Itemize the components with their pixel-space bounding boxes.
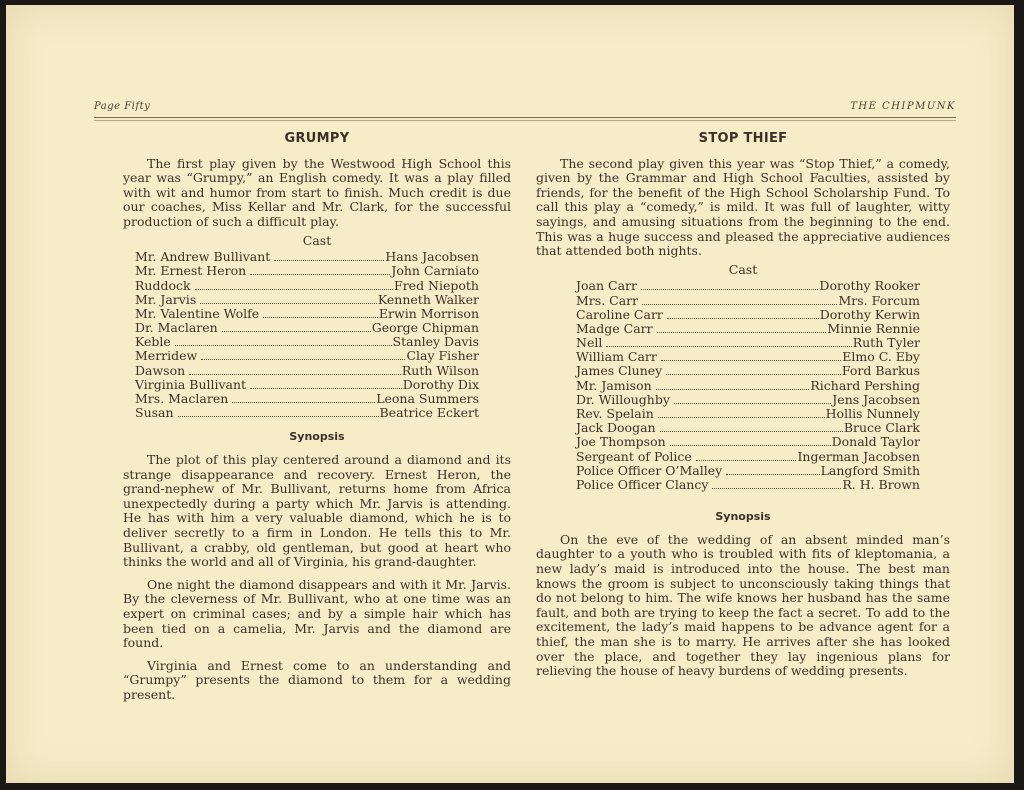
grumpy-title: GRUMPY	[284, 131, 350, 146]
cast-entry	[576, 322, 920, 336]
cast-role: Rev. Spelain	[576, 406, 654, 422]
cast-entry	[135, 378, 479, 392]
grumpy-intro: The first play given by the Westwood High School this year was “Grumpy,” an English comedy. It was a play filled with wit and humor from start to finish. Much credit is due our coaches, Miss Kellar and Mr. Clark, for the successful production of such a difficult play.	[123, 155, 511, 229]
dot-leader	[660, 431, 843, 432]
cast-actor: Hans Jacobsen	[385, 249, 479, 265]
cast-actor: Ford Barkus	[841, 363, 920, 379]
cast-entry	[135, 307, 479, 321]
cast-actor: Ruth Tyler	[852, 335, 920, 351]
cast-role: Ruddock	[135, 277, 191, 293]
cast-actor: Dorothy Kerwin	[819, 306, 920, 322]
cast-role: Police Officer O’Malley	[576, 462, 723, 478]
cast-entry	[576, 379, 920, 393]
cast-actor: Donald Taylor	[831, 434, 920, 450]
dot-leader	[670, 445, 831, 446]
dot-leader	[274, 260, 384, 261]
cast-entry	[576, 294, 920, 308]
dot-leader	[232, 402, 375, 403]
dot-leader	[656, 389, 810, 390]
cast-entry	[576, 464, 920, 478]
cast-actor: Clay Fisher	[406, 348, 479, 364]
cast-role: Nell	[576, 335, 603, 351]
cast-entry	[576, 435, 920, 449]
dot-leader	[250, 388, 402, 389]
cast-actor: Jens Jacobsen	[832, 391, 920, 407]
dot-leader	[641, 289, 818, 290]
cast-entry	[576, 393, 920, 407]
stop-thief-column	[536, 132, 950, 679]
cast-role: Joan Carr	[576, 278, 637, 294]
cast-actor: George Chipman	[371, 320, 479, 336]
cast-actor: Hollis Nunnely	[825, 406, 920, 422]
cast-entry	[135, 364, 479, 378]
dot-leader	[222, 331, 371, 332]
cast-role: Mrs. Carr	[576, 292, 639, 308]
grumpy-synopsis-paragraph: One night the diamond disappears and with it Mr. Jarvis. By the cleverness of Mr. Bullivant, who at one time was an expert on criminal cases; and by a simple hair which has been tied on a camelia, Mr. Jarvis and the diamond are found.	[123, 576, 511, 651]
dot-leader	[642, 304, 837, 305]
cast-entry	[135, 293, 479, 307]
cast-entry	[576, 350, 920, 364]
cast-role: Virginia Bullivant	[135, 376, 247, 392]
cast-actor: Kenneth Walker	[377, 291, 479, 307]
grumpy-synopsis-heading: Synopsis	[289, 430, 345, 444]
cast-entry	[135, 392, 479, 406]
cast-role: Dawson	[135, 362, 186, 378]
cast-role: Mr. Ernest Heron	[135, 263, 247, 279]
dot-leader	[201, 359, 405, 360]
dot-leader	[696, 460, 797, 461]
cast-role: Caroline Carr	[576, 306, 663, 322]
dot-leader	[674, 403, 831, 404]
cast-entry	[576, 279, 920, 293]
stop-thief-cast-heading: Cast	[728, 261, 758, 277]
cast-actor: Bruce Clark	[843, 420, 920, 436]
dot-leader	[726, 474, 819, 475]
cast-actor: Richard Pershing	[810, 377, 920, 393]
cast-actor: Minnie Rennie	[827, 320, 920, 336]
grumpy-synopsis-paragraph: Virginia and Ernest come to an understanding and “Grumpy” presents the diamond to them for a wedding present.	[123, 657, 511, 702]
cast-role: Mr. Andrew Bullivant	[135, 249, 271, 265]
cast-entry	[135, 349, 479, 363]
header-rule	[94, 117, 956, 118]
stop-thief-synopsis-paragraph: On the eve of the wedding of an absent minded man’s daughter to a youth who is troubled with fits of kleptomania, a new lady’s maid is introduced into the house. The best man knows the groom is subject to unconsciously taking things that do not belong to him. The wife knows her husband has the same fault, and both are trying to keep the fact a secret. To add to the excitement, the lady’s maid happens to be advance agent for a thief, the man she is to marry. He arrives after she has looked over the place, and together they lay ingenious plans for relieving the house of heavy burdens of wedding presents.	[536, 531, 950, 679]
stop-thief-intro: The second play given this year was “Stop Thief,” a comedy, given by the Grammar and High School Faculties, assisted by friends, for the benefit of the High School Scholarship Fund. To call this play a “comedy,” is mild. It was full of laughter, witty sayings, and amusing situations from the beginning to the end. This was a huge success and pleased the appreciative audiences that attended both nights.	[536, 155, 950, 259]
publication-title-header: THE CHIPMUNK	[850, 101, 956, 112]
cast-entry	[135, 335, 479, 349]
dot-leader	[263, 317, 378, 318]
cast-entry	[576, 407, 920, 421]
cast-actor: Dorothy Dix	[402, 376, 479, 392]
cast-role: Mr. Valentine Wolfe	[135, 305, 260, 321]
dot-leader	[667, 318, 819, 319]
cast-entry	[576, 478, 920, 492]
cast-actor: Fred Niepoth	[394, 277, 479, 293]
cast-actor: Stanley Davis	[392, 334, 479, 350]
dot-leader	[250, 274, 390, 275]
page-number-header: Page Fifty	[94, 101, 151, 112]
dot-leader	[195, 289, 393, 290]
cast-actor: Beatrice Eckert	[379, 405, 479, 421]
dot-leader	[712, 488, 841, 489]
cast-entry	[135, 406, 479, 420]
stop-thief-cast-list	[576, 279, 920, 492]
cast-entry	[576, 450, 920, 464]
cast-entry	[576, 336, 920, 350]
grumpy-column	[123, 132, 511, 703]
cast-role: Joe Thompson	[576, 434, 666, 450]
cast-entry	[135, 250, 479, 264]
cast-actor: Erwin Morrison	[378, 305, 479, 321]
cast-role: William Carr	[576, 349, 657, 365]
cast-role: Mrs. Maclaren	[135, 391, 229, 407]
cast-actor: R. H. Brown	[842, 476, 920, 492]
cast-actor: Dorothy Rooker	[819, 278, 920, 294]
stop-thief-synopsis-heading: Synopsis	[715, 510, 771, 524]
cast-role: Keble	[135, 334, 171, 350]
grumpy-cast-heading: Cast	[302, 232, 332, 248]
cast-role: Susan	[135, 405, 174, 421]
header-rule-secondary	[94, 120, 956, 121]
dot-leader	[178, 416, 379, 417]
cast-role: Mr. Jarvis	[135, 291, 197, 307]
cast-actor: Ingerman Jacobsen	[797, 448, 920, 464]
cast-actor: John Carniato	[391, 263, 479, 279]
cast-role: Sergeant of Police	[576, 448, 692, 464]
cast-actor: Ruth Wilson	[401, 362, 479, 378]
cast-entry	[576, 308, 920, 322]
grumpy-cast-list	[135, 250, 479, 420]
cast-entry	[135, 321, 479, 335]
cast-role: Madge Carr	[576, 320, 653, 336]
cast-actor: Elmo C. Eby	[842, 349, 920, 365]
dot-leader	[666, 374, 841, 375]
cast-role: Police Officer Clancy	[576, 476, 709, 492]
dot-leader	[189, 374, 401, 375]
cast-entry	[135, 264, 479, 278]
cast-actor: Mrs. Forcum	[838, 292, 920, 308]
book-page	[6, 5, 1014, 783]
dot-leader	[657, 332, 827, 333]
dot-leader	[661, 360, 841, 361]
dot-leader	[606, 346, 851, 347]
cast-role: Dr. Willoughby	[576, 391, 670, 407]
grumpy-synopsis-paragraph: The plot of this play centered around a diamond and its strange disappearance and recovery. Ernest Heron, the grand-nephew of Mr. Bullivant, returns home from Africa unexpectedly during a party which Mr. Jarvis is attending. He has with him a very valuable diamond, which he is to deliver secretly to a firm in London. He tells this to Mr. Bullivant, a crabby, old gentleman, but good at heart who thinks the world and all of Virginia, his grand-daughter.	[123, 452, 511, 570]
cast-entry	[576, 364, 920, 378]
dot-leader	[200, 303, 377, 304]
cast-role: Dr. Maclaren	[135, 320, 218, 336]
cast-actor: Leona Summers	[376, 391, 479, 407]
cast-role: Mr. Jamison	[576, 377, 652, 393]
cast-entry	[135, 279, 479, 293]
cast-role: Jack Doogan	[576, 420, 656, 436]
stop-thief-title: STOP THIEF	[698, 131, 788, 146]
cast-role: James Cluney	[576, 363, 663, 379]
cast-entry	[576, 421, 920, 435]
dot-leader	[658, 417, 825, 418]
cast-actor: Langford Smith	[820, 462, 920, 478]
cast-role: Merridew	[135, 348, 198, 364]
dot-leader	[175, 345, 392, 346]
